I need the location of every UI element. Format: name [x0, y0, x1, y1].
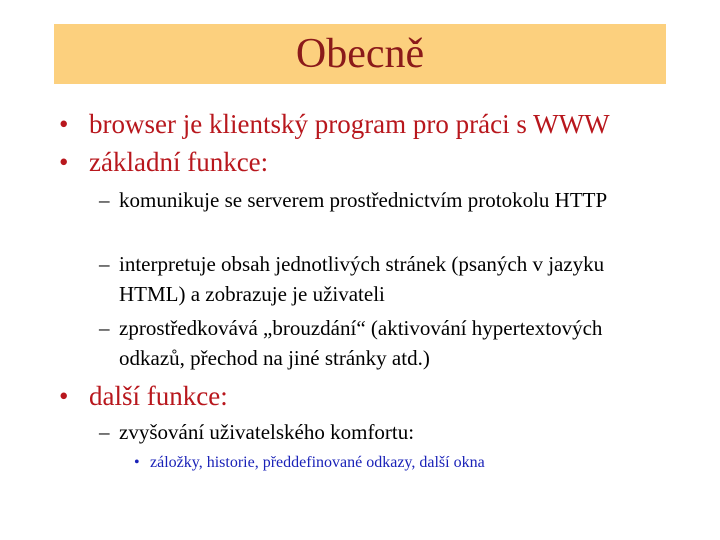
dash-marker: – — [99, 252, 110, 276]
dash-marker: – — [99, 316, 110, 340]
dash-marker: – — [99, 420, 110, 444]
subsubbullet-comfort-features — [134, 452, 485, 474]
bullet-text: browser je klientský program pro práci s WWW — [89, 109, 610, 139]
subbullet-text: komunikuje se serverem prostřednictvím protokolu HTTP — [119, 188, 608, 212]
subbullet-user-comfort — [99, 417, 639, 447]
dash-marker: – — [99, 188, 110, 212]
subbullet-html-interpretation — [99, 249, 639, 309]
subbullet-text: zvyšování uživatelského komfortu: — [119, 420, 415, 444]
bullet-marker: • — [134, 454, 140, 471]
subbullet-http-communication — [99, 185, 639, 215]
bullet-browser-definition — [59, 108, 610, 141]
bullet-marker: • — [59, 109, 69, 139]
subbullet-browsing — [99, 313, 639, 373]
slide-title: Obecně — [295, 31, 425, 77]
bullet-marker: • — [59, 381, 69, 411]
bullet-text: základní funkce: — [89, 147, 269, 177]
bullet-marker: • — [59, 147, 69, 177]
bullet-other-functions — [59, 380, 228, 413]
subbullet-text: interpretuje obsah jednotlivých stránek (psaných v jazyku HTML) a zobrazuje je uživateli — [119, 252, 605, 306]
bullet-text: další funkce: — [89, 381, 228, 411]
bullet-basic-functions — [59, 146, 268, 179]
subsubbullet-text: záložky, historie, předdefinované odkazy, další okna — [150, 454, 485, 471]
subbullet-text: zprostředkovává „brouzdání“ (aktivování hypertextových odkazů, přechod na jiné stránky atd.) — [119, 316, 603, 370]
